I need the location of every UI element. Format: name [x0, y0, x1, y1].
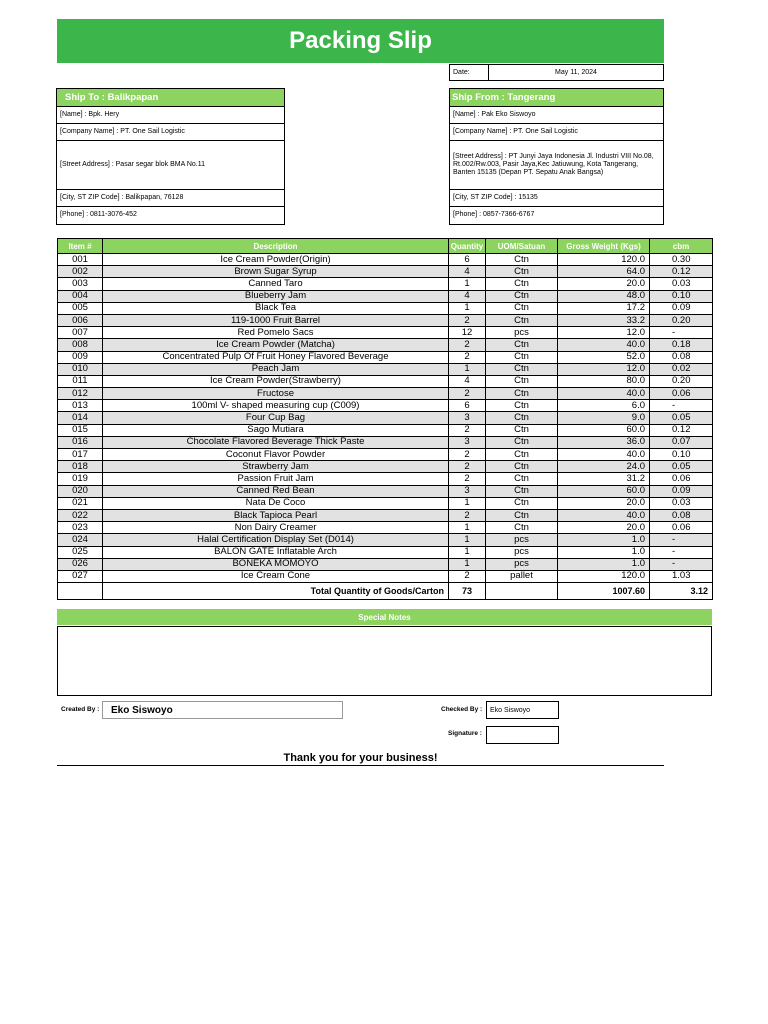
item-description: Non Dairy Creamer	[103, 522, 449, 534]
item-weight: 120.0	[558, 254, 650, 266]
date-label: Date:	[450, 65, 489, 80]
table-row	[58, 375, 713, 387]
item-weight: 120.0	[558, 570, 650, 582]
item-weight: 40.0	[558, 388, 650, 400]
item-quantity: 2	[449, 424, 486, 436]
item-uom: Ctn	[486, 375, 558, 387]
col-quantity: Quantity	[449, 239, 486, 254]
table-row	[58, 278, 713, 290]
item-description: Passion Fruit Jam	[103, 473, 449, 485]
table-row	[58, 570, 713, 582]
table-header-row	[58, 239, 713, 254]
item-quantity: 2	[449, 339, 486, 351]
item-description: Chocolate Flavored Beverage Thick Paste	[103, 436, 449, 448]
date-box	[449, 64, 664, 81]
item-cbm: 0.09	[650, 302, 713, 314]
signature-label: Signature :	[448, 730, 482, 737]
item-number: 011	[58, 375, 103, 387]
item-description: Peach Jam	[103, 363, 449, 375]
item-number: 018	[58, 461, 103, 473]
item-quantity: 2	[449, 314, 486, 326]
item-number: 014	[58, 412, 103, 424]
item-description: Ice Cream Cone	[103, 570, 449, 582]
item-weight: 48.0	[558, 290, 650, 302]
item-description: Canned Taro	[103, 278, 449, 290]
col-description: Description	[103, 239, 449, 254]
item-weight: 40.0	[558, 339, 650, 351]
item-uom: Ctn	[486, 266, 558, 278]
item-cbm: -	[650, 327, 713, 339]
total-label: Total Quantity of Goods/Carton	[103, 583, 449, 600]
item-uom: Ctn	[486, 388, 558, 400]
ship-from-header: Ship From : Tangerang	[450, 89, 663, 107]
item-cbm: 0.03	[650, 278, 713, 290]
item-weight: 1.0	[558, 534, 650, 546]
item-uom: Ctn	[486, 278, 558, 290]
ship-to-phone: [Phone] : 0811-3076-452	[60, 211, 137, 219]
item-uom: Ctn	[486, 497, 558, 509]
item-number: 004	[58, 290, 103, 302]
item-weight: 40.0	[558, 509, 650, 521]
item-quantity: 1	[449, 558, 486, 570]
table-row	[58, 558, 713, 570]
item-number: 005	[58, 302, 103, 314]
item-description: Concentrated Pulp Of Fruit Honey Flavored Beverage	[103, 351, 449, 363]
item-cbm: 0.05	[650, 461, 713, 473]
item-number: 016	[58, 436, 103, 448]
item-quantity: 4	[449, 266, 486, 278]
item-quantity: 6	[449, 254, 486, 266]
item-quantity: 1	[449, 546, 486, 558]
item-quantity: 2	[449, 461, 486, 473]
item-cbm: 0.18	[650, 339, 713, 351]
page-title: Packing Slip	[57, 19, 664, 63]
special-notes-box[interactable]	[57, 626, 712, 696]
table-row	[58, 254, 713, 266]
item-weight: 60.0	[558, 424, 650, 436]
item-number: 027	[58, 570, 103, 582]
item-weight: 52.0	[558, 351, 650, 363]
item-cbm: 0.10	[650, 290, 713, 302]
item-weight: 20.0	[558, 278, 650, 290]
item-description: Four Cup Bag	[103, 412, 449, 424]
ship-to-company: [Company Name] : PT. One Sail Logistic	[57, 124, 284, 141]
table-row	[58, 436, 713, 448]
created-by-field[interactable]: Eko Siswoyo	[102, 701, 343, 719]
ship-from-street: [Street Address] : PT Junyi Jaya Indonesia Jl. Industri VIII No.08, Rt.002/Rw.003, Pasir Jaya,Kec Jatiuwung, Kota Tangerang, Banten 15135 (Depan PT. Sepatu Anak Bangsa)	[450, 141, 663, 190]
item-number: 009	[58, 351, 103, 363]
item-uom: Ctn	[486, 254, 558, 266]
total-quantity: 73	[449, 583, 486, 600]
item-weight: 24.0	[558, 461, 650, 473]
item-number: 020	[58, 485, 103, 497]
item-uom: pallet	[486, 570, 558, 582]
item-description: Sago Mutiara	[103, 424, 449, 436]
item-description: BALON GATE Inflatable Arch	[103, 546, 449, 558]
item-quantity: 3	[449, 485, 486, 497]
bottom-divider	[57, 765, 664, 766]
item-quantity: 1	[449, 302, 486, 314]
item-weight: 60.0	[558, 485, 650, 497]
item-number: 023	[58, 522, 103, 534]
item-cbm: 0.20	[650, 314, 713, 326]
item-quantity: 1	[449, 363, 486, 375]
items-table	[57, 238, 713, 600]
item-number: 008	[58, 339, 103, 351]
item-number: 022	[58, 509, 103, 521]
item-description: BONEKA MOMOYO	[103, 558, 449, 570]
item-cbm: 0.08	[650, 351, 713, 363]
item-uom: pcs	[486, 558, 558, 570]
table-row	[58, 363, 713, 375]
item-weight: 36.0	[558, 436, 650, 448]
item-cbm: 0.03	[650, 497, 713, 509]
ship-from-block	[449, 88, 664, 225]
item-number: 012	[58, 388, 103, 400]
item-description: Nata De Coco	[103, 497, 449, 509]
item-uom: Ctn	[486, 314, 558, 326]
total-empty	[58, 583, 103, 600]
item-weight: 9.0	[558, 412, 650, 424]
item-quantity: 2	[449, 570, 486, 582]
item-quantity: 4	[449, 375, 486, 387]
item-uom: pcs	[486, 546, 558, 558]
item-uom: Ctn	[486, 339, 558, 351]
item-weight: 12.0	[558, 327, 650, 339]
item-description: Strawberry Jam	[103, 461, 449, 473]
item-description: Red Pomelo Sacs	[103, 327, 449, 339]
total-row	[58, 583, 713, 600]
item-cbm: 0.20	[650, 375, 713, 387]
total-cbm: 3.12	[650, 583, 713, 600]
table-row	[58, 388, 713, 400]
item-cbm: 0.05	[650, 412, 713, 424]
item-quantity: 1	[449, 278, 486, 290]
item-number: 003	[58, 278, 103, 290]
table-row	[58, 290, 713, 302]
item-uom: Ctn	[486, 400, 558, 412]
item-cbm: -	[650, 546, 713, 558]
item-description: Fructose	[103, 388, 449, 400]
item-number: 026	[58, 558, 103, 570]
item-quantity: 2	[449, 388, 486, 400]
table-row	[58, 461, 713, 473]
thank-you-text: Thank you for your business!	[283, 752, 438, 764]
item-cbm: 0.12	[650, 266, 713, 278]
signature-field[interactable]	[486, 726, 559, 744]
table-row	[58, 412, 713, 424]
item-quantity: 2	[449, 351, 486, 363]
item-number: 001	[58, 254, 103, 266]
table-row	[58, 522, 713, 534]
item-uom: Ctn	[486, 509, 558, 521]
item-cbm: 0.10	[650, 449, 713, 461]
item-cbm: 0.07	[650, 436, 713, 448]
item-quantity: 3	[449, 412, 486, 424]
item-uom: Ctn	[486, 485, 558, 497]
item-description: Brown Sugar Syrup	[103, 266, 449, 278]
item-uom: Ctn	[486, 363, 558, 375]
item-quantity: 1	[449, 522, 486, 534]
col-item: Item #	[58, 239, 103, 254]
table-row	[58, 485, 713, 497]
item-cbm: 0.09	[650, 485, 713, 497]
table-row	[58, 546, 713, 558]
item-uom: pcs	[486, 534, 558, 546]
item-description: Black Tea	[103, 302, 449, 314]
item-quantity: 12	[449, 327, 486, 339]
item-cbm: 0.02	[650, 363, 713, 375]
table-row	[58, 266, 713, 278]
item-cbm: -	[650, 558, 713, 570]
item-number: 019	[58, 473, 103, 485]
table-row	[58, 327, 713, 339]
item-cbm: 1.03	[650, 570, 713, 582]
item-weight: 33.2	[558, 314, 650, 326]
col-cbm: cbm	[650, 239, 713, 254]
ship-to-street: [Street Address] : Pasar segar blok BMA No.11	[57, 141, 284, 190]
item-description: Canned Red Bean	[103, 485, 449, 497]
item-uom: Ctn	[486, 351, 558, 363]
item-cbm: 0.12	[650, 424, 713, 436]
item-number: 025	[58, 546, 103, 558]
item-cbm: 0.08	[650, 509, 713, 521]
item-weight: 12.0	[558, 363, 650, 375]
item-number: 015	[58, 424, 103, 436]
item-cbm: -	[650, 400, 713, 412]
item-uom: Ctn	[486, 412, 558, 424]
item-number: 024	[58, 534, 103, 546]
table-row	[58, 509, 713, 521]
table-row	[58, 302, 713, 314]
checked-by-field[interactable]: Eko Siswoyo	[486, 701, 559, 719]
table-row	[58, 314, 713, 326]
item-number: 006	[58, 314, 103, 326]
table-row	[58, 339, 713, 351]
item-number: 002	[58, 266, 103, 278]
item-number: 010	[58, 363, 103, 375]
table-row	[58, 449, 713, 461]
table-row	[58, 351, 713, 363]
item-uom: Ctn	[486, 449, 558, 461]
item-cbm: 0.06	[650, 473, 713, 485]
ship-to-city: [City, ST ZIP Code] : Balikpapan, 76128	[57, 190, 284, 207]
item-cbm: -	[650, 534, 713, 546]
item-weight: 64.0	[558, 266, 650, 278]
item-description: Ice Cream Powder (Matcha)	[103, 339, 449, 351]
item-uom: pcs	[486, 327, 558, 339]
item-description: Black Tapioca Pearl	[103, 509, 449, 521]
item-weight: 20.0	[558, 522, 650, 534]
item-description: 100ml V- shaped measuring cup (C009)	[103, 400, 449, 412]
item-description: Blueberry Jam	[103, 290, 449, 302]
ship-from-name: [Name] : Pak Eko Siswoyo	[450, 107, 663, 124]
item-weight: 80.0	[558, 375, 650, 387]
item-number: 017	[58, 449, 103, 461]
table-row	[58, 400, 713, 412]
item-cbm: 0.06	[650, 388, 713, 400]
item-quantity: 1	[449, 497, 486, 509]
table-row	[58, 534, 713, 546]
item-uom: Ctn	[486, 290, 558, 302]
checked-by-label: Checked By :	[441, 706, 483, 713]
item-uom: Ctn	[486, 522, 558, 534]
item-weight: 31.2	[558, 473, 650, 485]
item-quantity: 6	[449, 400, 486, 412]
item-quantity: 3	[449, 436, 486, 448]
item-uom: Ctn	[486, 473, 558, 485]
item-quantity: 2	[449, 509, 486, 521]
item-weight: 1.0	[558, 558, 650, 570]
item-cbm: 0.06	[650, 522, 713, 534]
item-cbm: 0.30	[650, 254, 713, 266]
item-uom: Ctn	[486, 302, 558, 314]
item-description: Ice Cream Powder(Origin)	[103, 254, 449, 266]
item-description: Coconut Flavor Powder	[103, 449, 449, 461]
total-empty-uom	[486, 583, 558, 600]
item-weight: 20.0	[558, 497, 650, 509]
item-quantity: 2	[449, 473, 486, 485]
item-uom: Ctn	[486, 424, 558, 436]
item-quantity: 4	[449, 290, 486, 302]
col-uom: UOM/Satuan	[486, 239, 558, 254]
item-uom: Ctn	[486, 461, 558, 473]
table-row	[58, 424, 713, 436]
item-description: Halal Certification Display Set (D014)	[103, 534, 449, 546]
ship-to-block	[56, 88, 285, 225]
ship-from-city: [City, ST ZIP Code] : 15135	[450, 190, 663, 207]
item-weight: 40.0	[558, 449, 650, 461]
item-weight: 6.0	[558, 400, 650, 412]
total-weight: 1007.60	[558, 583, 650, 600]
item-number: 007	[58, 327, 103, 339]
table-row	[58, 497, 713, 509]
item-description: Ice Cream Powder(Strawberry)	[103, 375, 449, 387]
item-quantity: 2	[449, 449, 486, 461]
item-weight: 1.0	[558, 546, 650, 558]
item-uom: Ctn	[486, 436, 558, 448]
date-value: May 11, 2024	[555, 69, 597, 76]
created-by-label: Created By :	[61, 706, 100, 713]
col-weight: Gross Weight (Kgs)	[558, 239, 650, 254]
ship-from-company: [Company Name] : PT. One Sail Logistic	[450, 124, 663, 141]
item-description: 119-1000 Fruit Barrel	[103, 314, 449, 326]
item-number: 021	[58, 497, 103, 509]
item-weight: 17.2	[558, 302, 650, 314]
item-quantity: 1	[449, 534, 486, 546]
item-number: 013	[58, 400, 103, 412]
ship-to-header: Ship To : Balikpapan	[57, 89, 284, 107]
special-notes-header: Special Notes	[57, 609, 712, 625]
ship-to-name: [Name] : Bpk. Hery	[57, 107, 284, 124]
ship-from-phone: [Phone] : 0857-7366-6767	[453, 211, 535, 219]
table-row	[58, 473, 713, 485]
